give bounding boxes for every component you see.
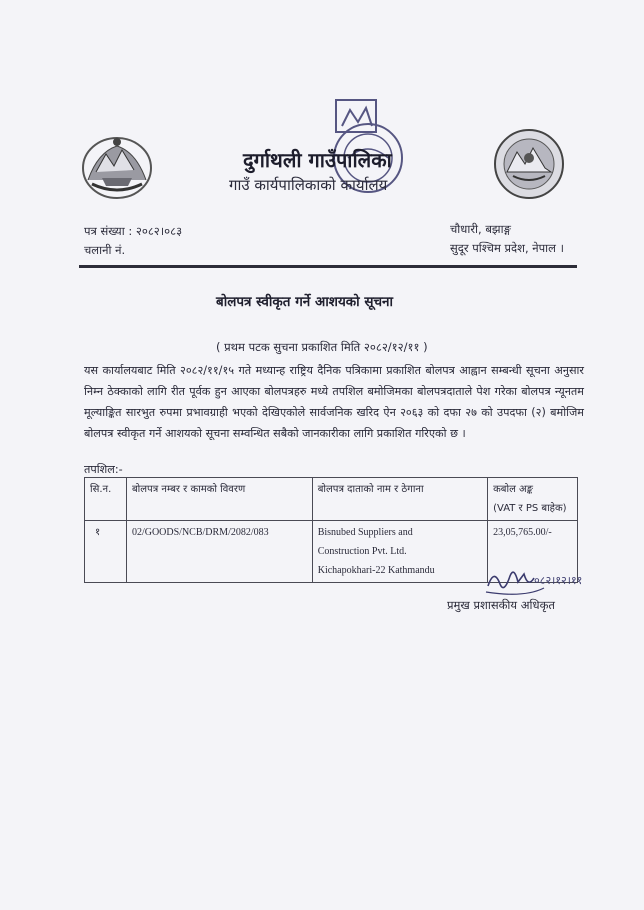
table-header-row (85, 478, 578, 521)
cell-bid: 02/GOODS/NCB/DRM/2082/083 (126, 521, 312, 583)
signer-title: प्रमुख प्रशासकीय अधिकृत (447, 598, 555, 612)
header-divider (79, 265, 577, 268)
header-amount (488, 478, 578, 521)
cell-sn: १ (85, 521, 127, 583)
header-bid: बोलपत्र नम्बर र कामको विवरण (126, 478, 312, 521)
letter-number: पत्र संख्या : २०८२।०८३ (84, 224, 183, 238)
province: सुदूर पश्चिम प्रदेश, नेपाल । (450, 241, 564, 255)
signature (484, 564, 594, 602)
header-amount-label: कबोल अङ्क (493, 484, 534, 495)
signature-date: ०८२।१२।११ (534, 574, 583, 587)
dispatch-number: चलानी नं. (84, 243, 126, 257)
bidder-line: Construction Pvt. Ltd. (317, 546, 407, 557)
office-title: दुर्गाथली गाउँपालिका (243, 148, 392, 172)
cell-bidder (312, 521, 487, 583)
notice-title: बोलपत्र स्वीकृत गर्ने आशयको सूचना (216, 294, 394, 310)
header-bidder: बोलपत्र दाताको नाम र ठेगाना (312, 478, 487, 521)
bidder-line: Bisnubed Suppliers and (317, 527, 413, 538)
first-publication-date: ( प्रथम पटक सुचना प्रकाशित मिति २०८२/१२/११ ) (216, 340, 428, 354)
details-label: तपशिल:- (84, 463, 123, 476)
header-sn: सि.न. (85, 478, 127, 521)
location: चौधारी, बझाङ्ग (450, 222, 511, 236)
cell-amount: 23,05,765.00/- (488, 521, 578, 583)
header-amount-note: (VAT र PS बाहेक) (493, 503, 567, 514)
nepal-emblem-logo (78, 132, 156, 202)
office-subtitle: गाउँ कार्यपालिकाको कार्यालय (229, 176, 388, 194)
bidder-line: Kichapokhari-22 Kathmandu (317, 565, 435, 576)
municipality-logo (493, 128, 565, 200)
notice-body: यस कार्यालयबाट मिति २०८२/११/१५ गते मध्यान्ह राष्ट्रिय दैनिक पत्रिकामा प्रकाशित बोलपत्र आह्वान सम्बन्धी सूचना अनुसार निम्न ठेक्काको लागि रीत पूर्वक हुन आएका बोलपत्रहरु मध्ये तपशिल बमोजिमका बोलपत्रदाताले पेश गरेका बोलपत्र न्यूनतम मूल्याङ्कित सारभुत रुपमा प्रभावग्राही भएको देखिएकोले सार्वजनिक खरिद ऐन २०६३ को दफा २७ को उपदफा (२) बमोजिम बोलपत्र स्वीकृत गर्ने आशयको सूचना सम्वन्धित सबैको जानकारीका लागि प्रकाशित गरिएको छ । (84, 364, 584, 440)
